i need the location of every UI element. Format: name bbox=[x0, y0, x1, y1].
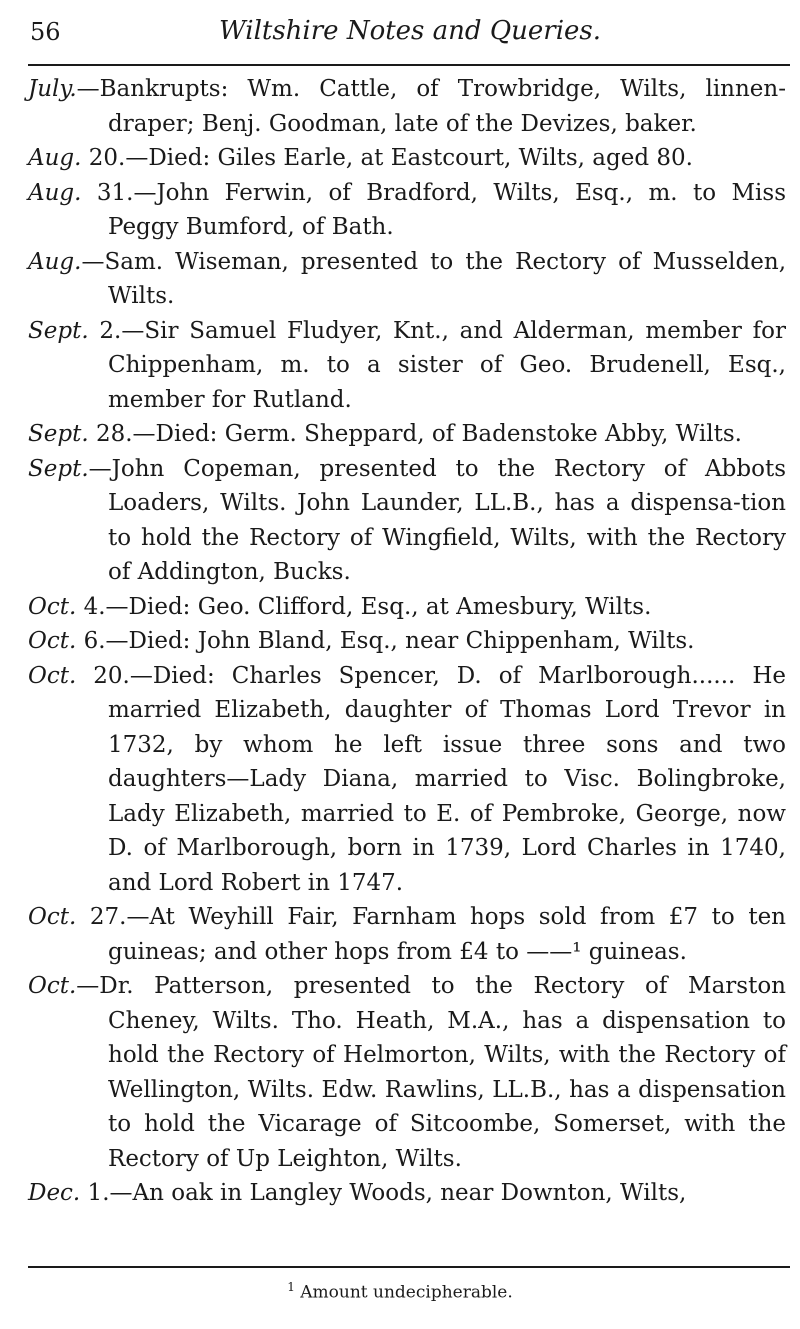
footnote bbox=[0, 1280, 800, 1303]
entry-date: Sept. bbox=[28, 455, 89, 482]
entry-text: 20.—Died: Giles Earle, at Eastcourt, Wilts, aged 80. bbox=[81, 145, 693, 171]
entry bbox=[28, 176, 786, 245]
page-number: 56 bbox=[30, 18, 61, 46]
entry bbox=[28, 590, 786, 625]
entry-text: 1.—An oak in Langley Woods, near Downton, Wilts, bbox=[80, 1180, 687, 1206]
entry-text: 2.—Sir Samuel Fludyer, Knt., and Alderman, member for Chippenham, m. to a sister of Geo. Brudenell, Esq., member for Rutland. bbox=[88, 317, 786, 413]
entry-date: Aug. bbox=[28, 248, 82, 275]
entry bbox=[28, 1176, 786, 1211]
entry-date: July. bbox=[28, 76, 77, 102]
entry-text: 28.—Died: Germ. Sheppard, of Badenstoke Abby, Wilts. bbox=[88, 421, 742, 447]
entry-text: 31.—John Ferwin, of Bradford, Wilts, Esq., m. to Miss Peggy Bumford, of Bath. bbox=[81, 179, 786, 240]
entry bbox=[28, 141, 786, 176]
entry bbox=[28, 900, 786, 969]
footnote-mark: 1 bbox=[287, 1280, 295, 1294]
entry-text: 20.—Died: Charles Spencer, D. of Marlborough...... He married Elizabeth, daughter of Thomas Lord Trevor in 1732, by whom he left issue three sons and two daughters—Lady Diana, married to Visc. Bolingbroke, Lady Elizabeth, married to E. of Pembroke, George, now D. of Marlborough, born in 1739, Lord Charles in 1740, and Lord Robert in 1747. bbox=[76, 662, 786, 896]
entry bbox=[28, 417, 786, 452]
entry-text: 6.—Died: John Bland, Esq., near Chippenham, Wilts. bbox=[76, 628, 695, 654]
entries-list bbox=[28, 72, 786, 1211]
entry-text: —Bankrupts: Wm. Cattle, of Trowbridge, Wilts, linnen-draper; Benj. Goodman, late of the Devizes, baker. bbox=[76, 76, 786, 137]
entry-text: 4.—Died: Geo. Clifford, Esq., at Amesbury, Wilts. bbox=[76, 593, 652, 620]
entry-date: Oct. bbox=[28, 593, 77, 620]
entry-text: —Sam. Wiseman, presented to the Rectory of Musselden, Wilts. bbox=[81, 248, 786, 309]
entry-date: Aug. bbox=[28, 179, 82, 206]
header-rule bbox=[28, 64, 790, 66]
entry-date: Oct. bbox=[28, 628, 77, 654]
footnote-rule bbox=[28, 1266, 790, 1268]
entry-date: Dec. bbox=[28, 1180, 81, 1206]
entry-date: Oct. bbox=[28, 973, 77, 999]
entry bbox=[28, 624, 786, 659]
entry-text: 27.—At Weyhill Fair, Farnham hops sold from £7 to ten guineas; and other hops from £4 to ——¹ guineas. bbox=[76, 904, 786, 965]
entry bbox=[28, 452, 786, 590]
entry-date: Aug. bbox=[28, 145, 82, 171]
entry-text: —John Copeman, presented to the Rectory of Abbots Loaders, Wilts. John Launder, LL.B., has a dispensa-tion to hold the Rectory of Wingfield, Wilts, with the Rectory of Addington, Bucks. bbox=[88, 455, 786, 585]
entry-date: Sept. bbox=[28, 317, 89, 344]
entry bbox=[28, 72, 786, 141]
entry-date: Sept. bbox=[28, 421, 89, 447]
entry bbox=[28, 659, 786, 901]
entry bbox=[28, 969, 786, 1176]
running-title: Wiltshire Notes and Queries. bbox=[218, 16, 601, 46]
entry-date: Oct. bbox=[28, 904, 77, 930]
page-header bbox=[30, 14, 790, 50]
entry-text: —Dr. Patterson, presented to the Rectory of Marston Cheney, Wilts. Tho. Heath, M.A., has a dispensation to hold the Rectory of Helmorton, Wilts, with the Rectory of Wellington, Wilts. Edw. Rawlins, LL.B., has a dispensation to hold the Vicarage of Sitcoombe, Somerset, with the Rectory of Up Leighton, Wilts. bbox=[76, 973, 786, 1172]
entry bbox=[28, 245, 786, 314]
footnote-text: Amount undecipherable. bbox=[294, 1282, 513, 1303]
entry bbox=[28, 314, 786, 418]
entry-date: Oct. bbox=[28, 662, 77, 689]
